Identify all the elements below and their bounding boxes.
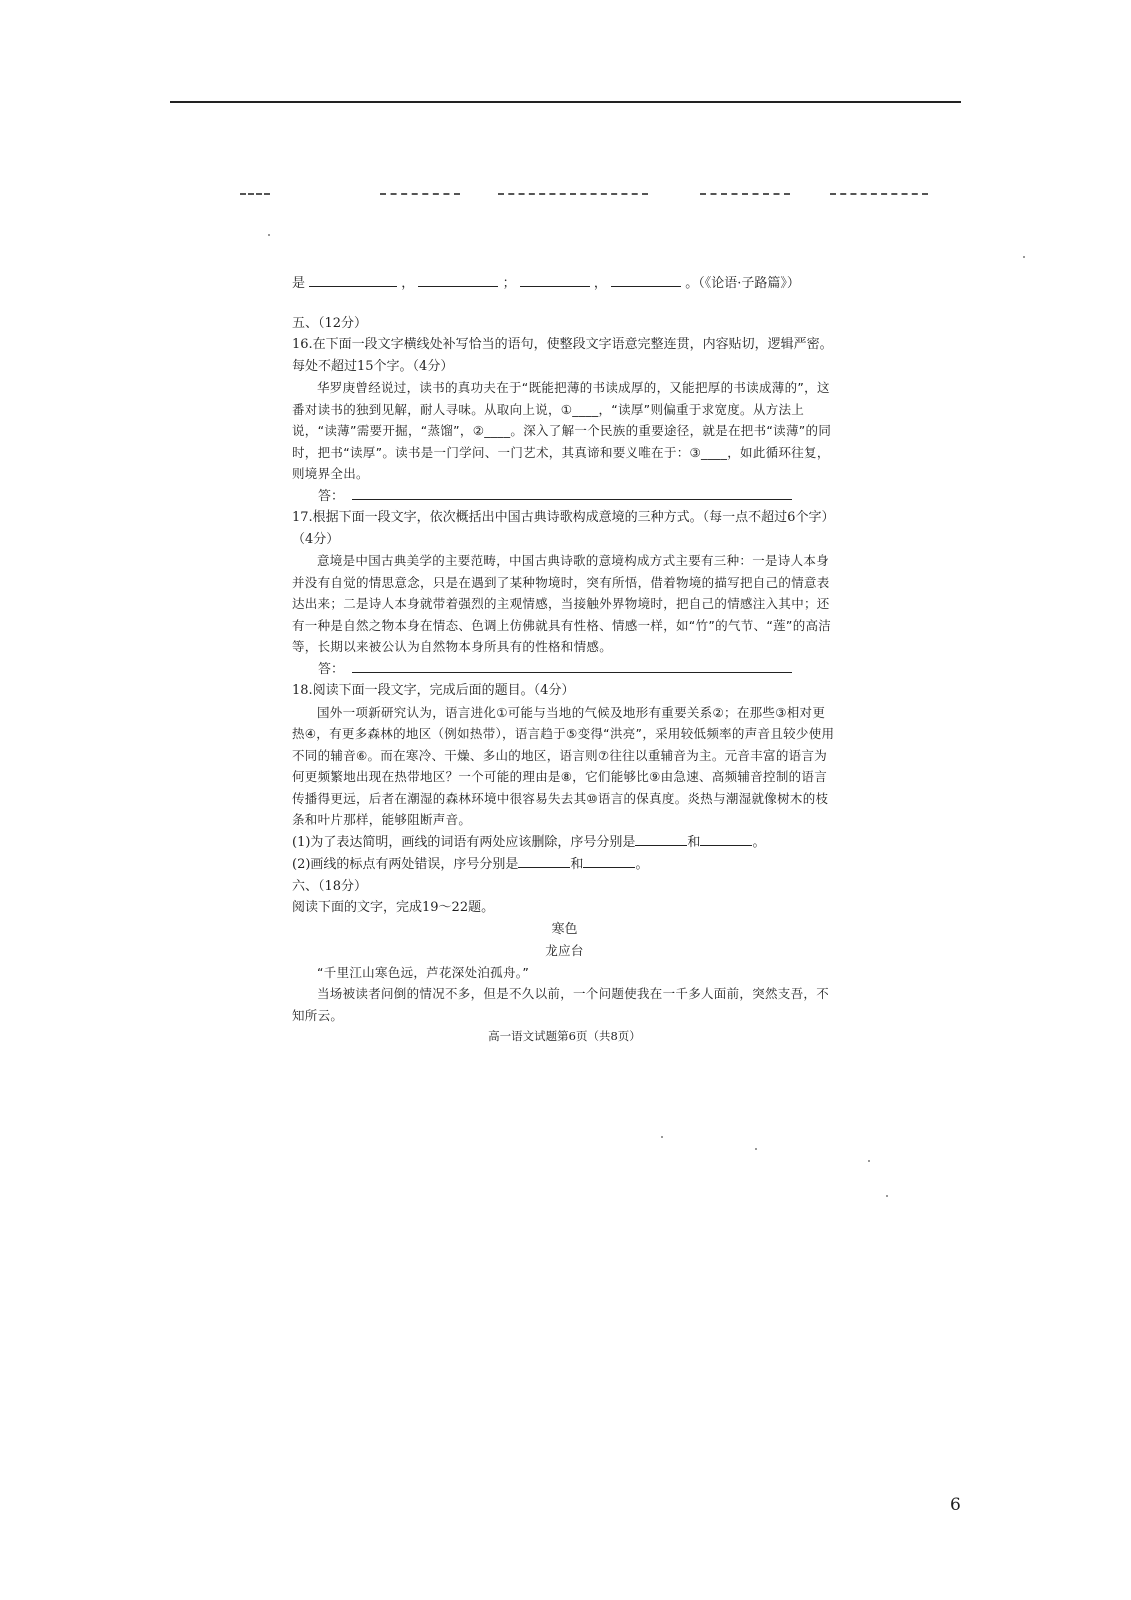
q18-prompt: 18.阅读下面一段文字，完成后面的题目。（4分） xyxy=(292,683,575,698)
section-six-instruction: 阅读下面的文字，完成19～22题。 xyxy=(292,900,495,915)
fill-blank[interactable] xyxy=(700,831,752,846)
article-title: 寒色 xyxy=(551,921,578,937)
exam-page xyxy=(292,272,837,1048)
q17-prompt: 17.根据下面一段文字，依次概括出中国古典诗歌构成意境的三种方式。（每一点不超过6个字）（4分） xyxy=(292,510,835,547)
scan-dash xyxy=(498,193,648,195)
q18-passage: 国外一项新研究认为，语言进化①可能与当地的气候及地形有重要关系②；在那些③相对更热④，有更多森林的地区（例如热带），语言趋于⑤变得“洪亮”，采用较低频率的声音且较少使用不同的辅音⑥。而在寒冷、干燥、多山的地区，语言则⑦往往以重辅音为主。元音丰富的语言为何更频繁地出现在热带地区？一个可能的理由是⑧，它们能够比⑨由急速、高频辅音控制的语言传播得更远，后者在潮湿的森林环境中很容易失去其⑩语言的保真度。炎热与潮湿就像树木的枝条和叶片那样，能够阻断声音。 xyxy=(292,704,835,827)
scan-dash xyxy=(240,193,270,195)
scan-speck xyxy=(661,1136,663,1138)
scan-speck xyxy=(268,234,270,236)
q16-passage: 华罗庚曾经说过，读书的真功夫在于“既能把薄的书读成厚的，又能把厚的书读成薄的”，这番对读书的独到见解，耐人寻味。从取向上说，①____，“读厚”则偏重于求宽度。从方法上说，“读薄”需要开掘，“蒸馏”，②____。深入了解一个民族的重要途径，就是在把书“读薄”的同时，把书“读厚”。读书是一门学问、一门艺术，其真谛和要义唯在于：③____，如此循环往复，则境界全出。 xyxy=(292,380,832,481)
scan-dash xyxy=(830,193,928,195)
q18-sub1: (1)为了表达简明，画线的词语有两处应该删除，序号分别是 和 。 xyxy=(292,831,837,854)
scan-dash xyxy=(700,193,790,195)
line-analects: 是 ， ； ， 。（《论语·子路篇》） xyxy=(292,272,837,295)
section-five-header: 五、（12分） xyxy=(292,315,368,331)
scan-speck xyxy=(886,1195,888,1197)
header-rule xyxy=(170,101,961,103)
fill-blank[interactable] xyxy=(309,272,397,287)
article-author: 龙应台 xyxy=(545,943,584,958)
article-opening: 当场被读者问倒的情况不多，但是不久以前，一个问题使我在一千多人面前，突然支吾，不知所云。 xyxy=(292,986,830,1023)
q16-answer-line: 答： xyxy=(292,485,837,508)
scan-dash xyxy=(380,193,460,195)
page-footer: 高一语文试题第6页（共8页） xyxy=(488,1029,641,1043)
q18-sub2: (2)画线的标点有两处错误，序号分别是 和 。 xyxy=(292,853,837,876)
scan-speck xyxy=(755,1148,757,1150)
fill-blank[interactable] xyxy=(418,272,498,287)
fill-blank[interactable] xyxy=(518,853,570,868)
fill-blank[interactable] xyxy=(635,831,687,846)
scan-speck xyxy=(1023,256,1025,258)
fill-blank[interactable] xyxy=(520,272,590,287)
q17-passage: 意境是中国古典美学的主要范畴，中国古典诗歌的意境构成方式主要有三种：一是诗人本身并没有自觉的情思意念，只是在遇到了某种物境时，突有所悟，借着物境的描写把自己的情意表达出来；二是诗人本身就带着强烈的主观情感，当接触外界物境时，把自己的情感注入其中；还有一种是自然之物本身在情态、色调上仿佛就具有性格、情感一样，如“竹”的气节、“莲”的高洁等，长期以来被公认为自然物本身所具有的性格和情感。 xyxy=(292,553,832,654)
answer-field[interactable] xyxy=(352,658,792,673)
fill-blank[interactable] xyxy=(583,853,635,868)
page-number: 6 xyxy=(950,1495,961,1515)
article-epigraph: “千里江山寒色远，芦花深处泊孤舟。” xyxy=(317,964,530,980)
scan-speck xyxy=(868,1160,870,1162)
answer-field[interactable] xyxy=(352,485,792,500)
section-six-header: 六、（18分） xyxy=(292,878,368,894)
fill-blank[interactable] xyxy=(611,272,681,287)
q16-prompt: 16.在下面一段文字横线处补写恰当的语句，使整段文字语意完整连贯，内容贴切，逻辑严密。每处不超过15个字。（4分） xyxy=(292,337,833,374)
q17-answer-line: 答： xyxy=(292,658,837,681)
